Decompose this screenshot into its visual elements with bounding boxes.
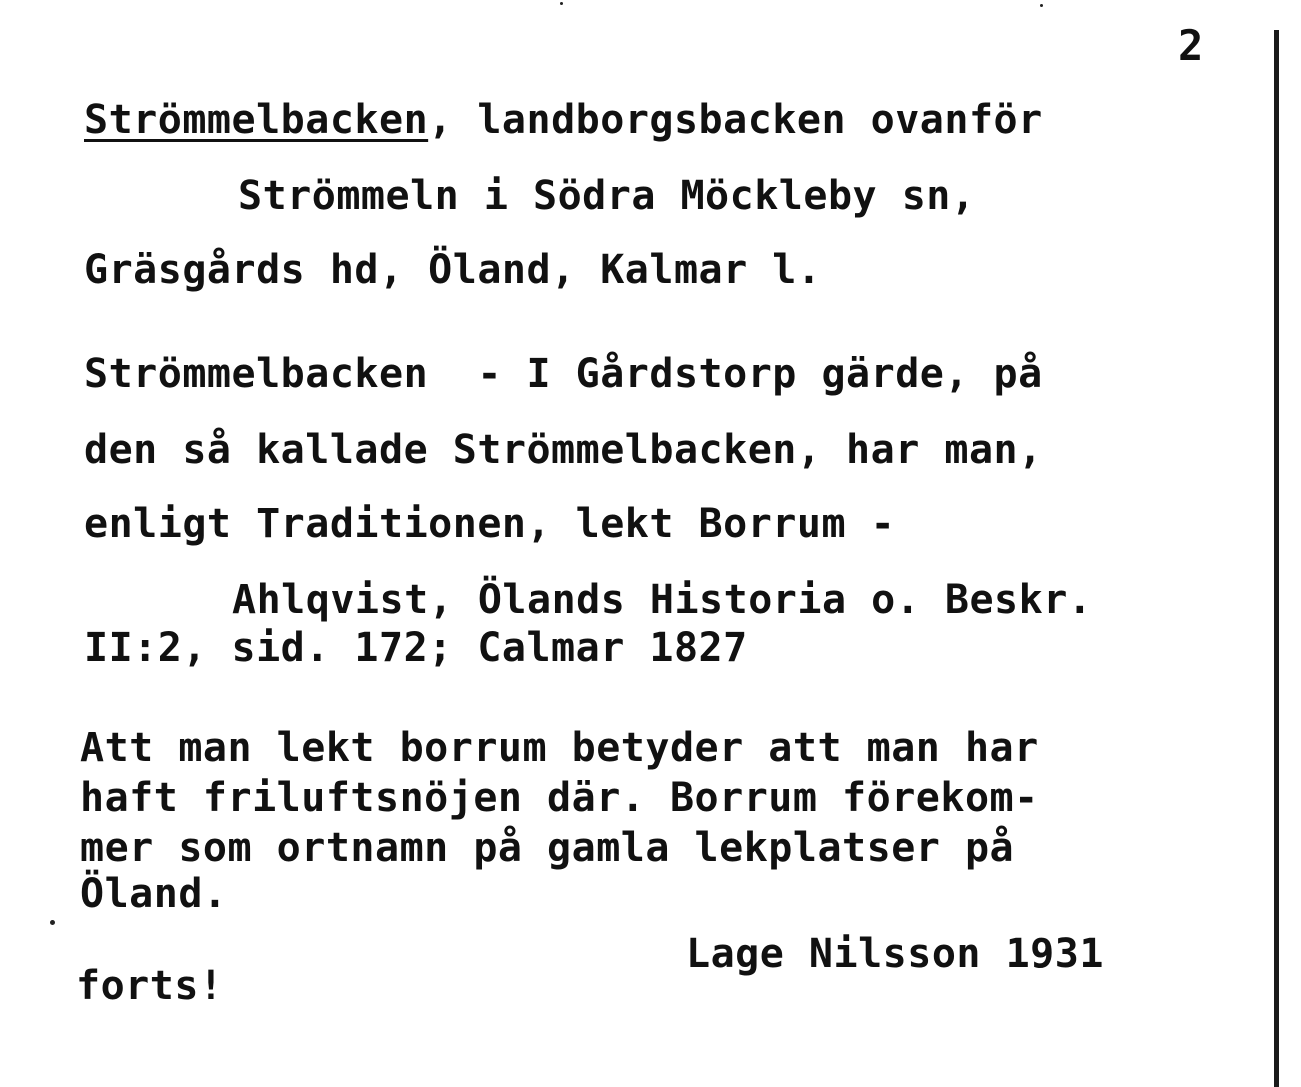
comment-line-3: mer som ortnamn på gamla lekplatser på — [80, 825, 1015, 871]
comment-line-4: Öland. — [80, 871, 228, 917]
comment-line-1: Att man lekt borrum betyder att man har — [80, 725, 1039, 771]
signature: Lage Nilsson 1931 — [686, 931, 1104, 977]
scan-speck — [1040, 4, 1043, 7]
location-line-1: Strömmeln i Södra Möckleby sn, — [238, 173, 976, 219]
continuation-note: forts! — [76, 963, 224, 1009]
heading-line — [84, 96, 1043, 144]
card-edge-line — [1274, 30, 1279, 1087]
quote-line-1: Strömmelbacken - I Gårdstorp gärde, på — [84, 351, 1043, 397]
source-line-2: II:2, sid. 172; Calmar 1827 — [84, 625, 748, 671]
scan-speck — [50, 920, 55, 925]
quote-line-3: enligt Traditionen, lekt Borrum - — [84, 501, 896, 547]
location-line-2: Gräsgårds hd, Öland, Kalmar l. — [84, 247, 822, 293]
quote-line-2: den så kallade Strömmelbacken, har man, — [84, 427, 1043, 473]
comment-line-2: haft friluftsnöjen där. Borrum förekom- — [80, 775, 1039, 821]
page-number: 2 — [1178, 21, 1204, 70]
heading-rest: , landborgsbacken ovanför — [428, 97, 1043, 143]
source-line-1: Ahlqvist, Ölands Historia o. Beskr. — [232, 577, 1093, 623]
heading-name: Strömmelbacken — [84, 97, 429, 143]
scan-speck — [560, 2, 563, 5]
